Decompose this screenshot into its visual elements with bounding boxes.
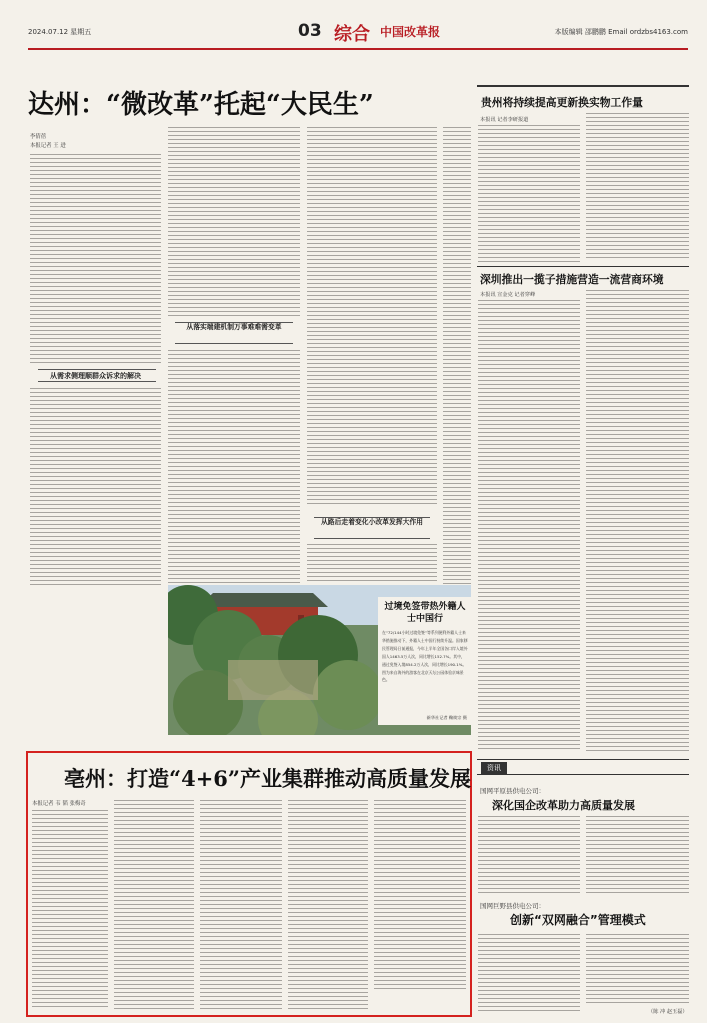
brief-source-1: 国网平原县供电公司： xyxy=(480,787,545,795)
article-text-block xyxy=(32,810,108,1010)
editor-info: 本版编辑 邵鹏鹏 Email ordzbs4163.com xyxy=(554,28,688,36)
article-text-block xyxy=(288,800,368,1010)
article-text-block xyxy=(586,816,689,896)
section-tag: 资讯 xyxy=(481,762,507,774)
photo-caption xyxy=(378,597,471,725)
headline-shenzhen: 深圳推出一揽子措施营造一流营商环境 xyxy=(480,273,664,286)
article-text-block xyxy=(478,300,580,752)
section-title: 综合 xyxy=(334,24,370,45)
article-text-block xyxy=(586,290,689,752)
brand-logo: 中国改革报 xyxy=(380,25,441,39)
photo-credit: 新华社记者 鞠焕宗 摄 xyxy=(426,715,467,720)
article-text-block xyxy=(168,127,300,317)
article-text-block xyxy=(307,127,437,507)
byline-guizhou: 本报讯 记者李研报道 xyxy=(480,117,529,123)
article-text-block xyxy=(200,800,282,1010)
page-number: 03 xyxy=(298,21,322,41)
article-text-block xyxy=(114,800,194,1010)
divider xyxy=(175,343,293,344)
article-text-block xyxy=(374,800,466,990)
article-text-block xyxy=(168,350,300,583)
headline-guizhou: 贵州将持续提高更新换实物工作量 xyxy=(481,96,643,109)
divider xyxy=(477,266,689,267)
byline-bozhou: 本报记者 韦 韬 张梅奇 xyxy=(32,801,86,807)
divider xyxy=(38,381,156,382)
byline-dazhou-1: 李倩蓓 xyxy=(30,134,47,140)
article-text-block xyxy=(586,934,689,1006)
article-text-block xyxy=(443,127,471,585)
article-text-block xyxy=(307,544,437,584)
byline-shenzhen: 本报讯 宣金克 记者穿峰 xyxy=(480,292,536,298)
issue-date: 2024.07.12 星期五 xyxy=(28,28,92,36)
article-text-block xyxy=(478,934,580,1014)
article-text-block xyxy=(586,113,689,261)
article-text-block xyxy=(30,154,161,364)
headline-bozhou: 亳州：打造“4+6”产业集群推动高质量发展 xyxy=(64,766,471,791)
byline-dazhou-2: 本报记者 王 进 xyxy=(30,143,66,149)
subhead-1: 从需求侧理顺群众诉求的解决 xyxy=(50,372,141,380)
rule-thick xyxy=(477,85,689,87)
article-text-block xyxy=(478,816,580,896)
caption-body: 在“72/144小时过境免签”等系列便利外籍人士来华措施推动下，外籍人士中国行持续升温。国家移民管理局日前通报，今年上半年全国各口岸入境外国人1463.5万人次，同比增长152.7%。其中，通过免签入境854.2万人次，同比增长190.1%。图为来自海外的游客在北京天坛公园体验京味景色。 xyxy=(382,630,468,683)
masthead xyxy=(28,20,688,50)
subhead-2: 从落实端建机制万事难难需变革 xyxy=(186,323,282,331)
brief-source-2: 国网巨野县供电公司： xyxy=(480,902,545,910)
news-brief-bar xyxy=(477,759,689,775)
headline-brief-1: 深化国企改革助力高质量发展 xyxy=(492,799,635,812)
brief-credit: （陈 冲 赵玉磊） xyxy=(648,1009,688,1015)
subhead-3: 从路后走着变化小改革发挥大作用 xyxy=(321,518,423,526)
caption-title: 过境免签带热外籍人士中国行 xyxy=(384,602,466,624)
divider xyxy=(38,369,156,370)
headline-dazhou: 达州：“微改革”托起“大民生” xyxy=(28,90,374,120)
divider xyxy=(314,538,430,539)
article-text-block xyxy=(30,388,161,585)
article-text-block xyxy=(478,125,580,263)
headline-brief-2: 创新“双网融合”管理模式 xyxy=(510,913,646,927)
